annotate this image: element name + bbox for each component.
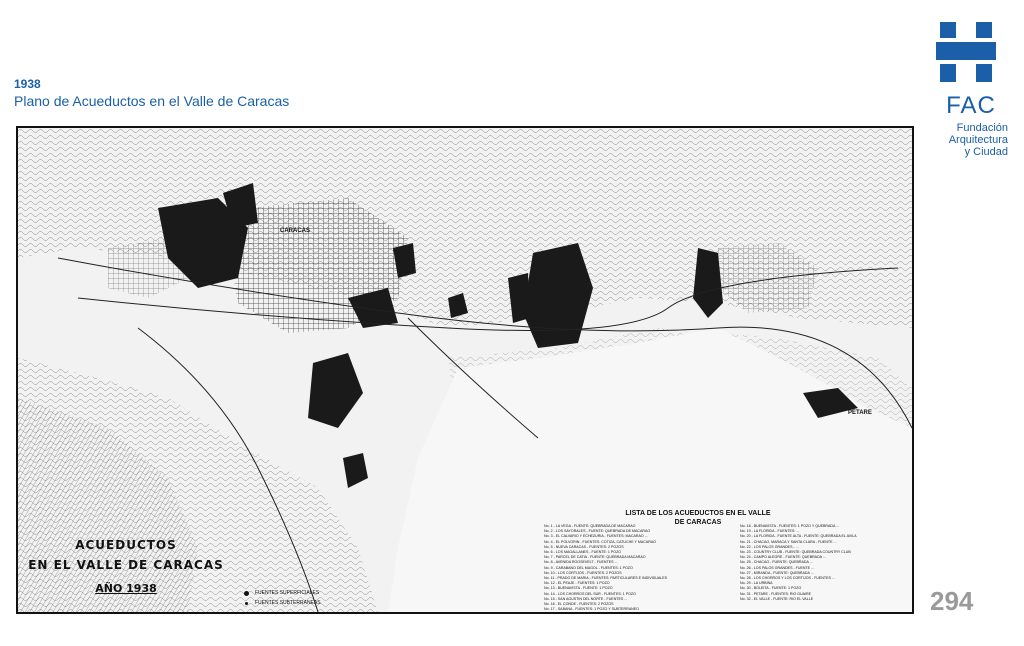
legend-item xyxy=(244,588,384,598)
list-item: No. 13 - BUENAVISTA - FUENTE: 1 POZO xyxy=(544,586,613,591)
list-item: No. 5 - NUEVA CARACAS - FUENTES: 2 POZOS xyxy=(544,544,624,549)
logo-abbreviation: FAC xyxy=(946,92,996,119)
list-item: No. 19 - LA FLORIDA - FUENTES: ... xyxy=(740,529,800,534)
list-item: No. 8 - AVENIDA ROOSEVELT - FUENTES ... xyxy=(544,560,618,565)
list-item: No. 26 - LOS PALOS GRANDES - FUENTE ... xyxy=(740,565,815,570)
year-label: 1938 xyxy=(14,77,41,91)
list-item: No. 25 - CHACAO - FUENTE: QUEBRADA ... xyxy=(740,560,813,565)
list-item: No. 24 - CAMPO ALEGRE - FUENTE: QUEBRADA ... xyxy=(740,555,826,560)
large-dot-icon xyxy=(244,591,249,596)
list-item: No. 18 - BUENAVISTA - FUENTES: 1 POZO Y QUEBRADA ... xyxy=(740,524,840,528)
list-item: No. 10 - LOS CORTIJOS - FUENTES: 2 POZOS xyxy=(544,570,622,575)
list-item: No. 21 - CHACAO, MARACA Y SANTA CLARA - FUENTE ... xyxy=(740,539,837,544)
list-item: No. 1 - LA VEGA - FUENTE: QUEBRADA DE MACARAO xyxy=(544,524,636,528)
list-item: No. 2 - LOS SAYORALES - FUENTE: QUEBRADA DE MACARAO xyxy=(544,529,651,534)
list-item: No. 31 - PETARE - FUENTES: RIO GUAIRE xyxy=(740,591,812,596)
logo-line-1: Fundación xyxy=(956,122,1008,134)
list-item: No. 12 - EL PEAJE - FUENTES: 1 POZO xyxy=(544,581,610,586)
map-title-line-3: AÑO 1938 xyxy=(95,582,157,595)
list-item: No. 4 - EL POLVORIN - FUENTES: COTIZA, CATUCHE Y MACARAO xyxy=(544,539,657,544)
page-number: 294 xyxy=(930,586,974,616)
aqueduct-list-column-1 xyxy=(544,524,734,612)
list-item: No. 9 - CARABANO DEL MAGOL - FUENTES: 1 POZO xyxy=(544,565,633,570)
small-dot-icon xyxy=(245,602,248,605)
list-item: No. 28 - LOS CHORROS Y LOS CORTIJOS - FUENTES ... xyxy=(740,576,835,581)
list-item: No. 20 - LA FLORIDA - FUENTE ALTA - FUENTE: QUEBRADA EL AVILA xyxy=(740,534,857,539)
historical-map xyxy=(16,126,914,614)
list-item: No. 14 - LOS CHORROS DEL SUR - FUENTES: 1 POZO xyxy=(544,591,636,596)
list-item: No. 23 - COUNTRY CLUB - FUENTE: QUEBRADA COUNTRY CLUB xyxy=(740,550,851,555)
logo-line-3: y Ciudad xyxy=(964,146,1008,158)
list-item: No. 27 - MIRANDA - FUENTE: QUEBRADA ... xyxy=(740,570,814,575)
list-title-line-1: LISTA DE LOS ACUEDUCTOS EN EL VALLE xyxy=(625,510,771,517)
list-item: No. 7 - PARCEL DE CATIA - FUENTE: QUEBRADA MACARAO xyxy=(544,555,646,560)
list-item: No. 30 - BOLEITA - FUENTE: 1 POZO xyxy=(740,586,802,591)
list-item: No. 15 - SAN AGUSTIN DEL NORTE - FUENTES ... xyxy=(544,596,628,601)
legend-item xyxy=(244,598,384,608)
legend-label: FUENTES SUPERFICIALES xyxy=(255,590,320,596)
map-title-line-2: EN EL VALLE DE CARACAS xyxy=(28,558,224,572)
logo-line-2: Arquitectura xyxy=(948,134,1008,146)
map-title-line-1: ACUEDUCTOS xyxy=(75,538,177,552)
logo-name xyxy=(924,122,1008,158)
list-item: No. 11 - PRADO DE MARIA - FUENTES: PARTICULARES E INDIVIDUALES xyxy=(544,576,668,581)
caracas-label: CARACAS xyxy=(280,228,310,234)
map-title-block xyxy=(28,530,224,608)
legend-label: FUENTES SUBTERRANEAS xyxy=(255,600,321,606)
list-item: No. 6 - LOS MAGALLANES - FUENTE: 1 POZO xyxy=(544,550,622,555)
list-item: No. 17 - SABANA - FUENTES: 1 POZO Y SUBTERRANEO xyxy=(544,607,639,612)
list-item: No. 3 - EL CALVARIO Y ECHEZURIA - FUENTES: MACARAO ... xyxy=(544,534,648,539)
list-item: No. 29 - LA URBINA xyxy=(740,581,773,586)
list-item: No. 32 - EL VALLE - FUENTE: RIO EL VALLE xyxy=(740,596,814,601)
list-title-line-2: DE CARACAS xyxy=(674,519,722,526)
aqueduct-list-column-2 xyxy=(740,524,914,602)
petare-label: PETARE xyxy=(848,410,872,416)
map-legend xyxy=(244,588,384,608)
page-subtitle: Plano de Acueductos en el Valle de Caracas xyxy=(14,93,290,109)
list-item: No. 16 - EL CONDE - FUENTES: 2 POZOS xyxy=(544,602,614,607)
list-item: No. 22 - LOS PALOS GRANDES - ... xyxy=(740,544,799,549)
